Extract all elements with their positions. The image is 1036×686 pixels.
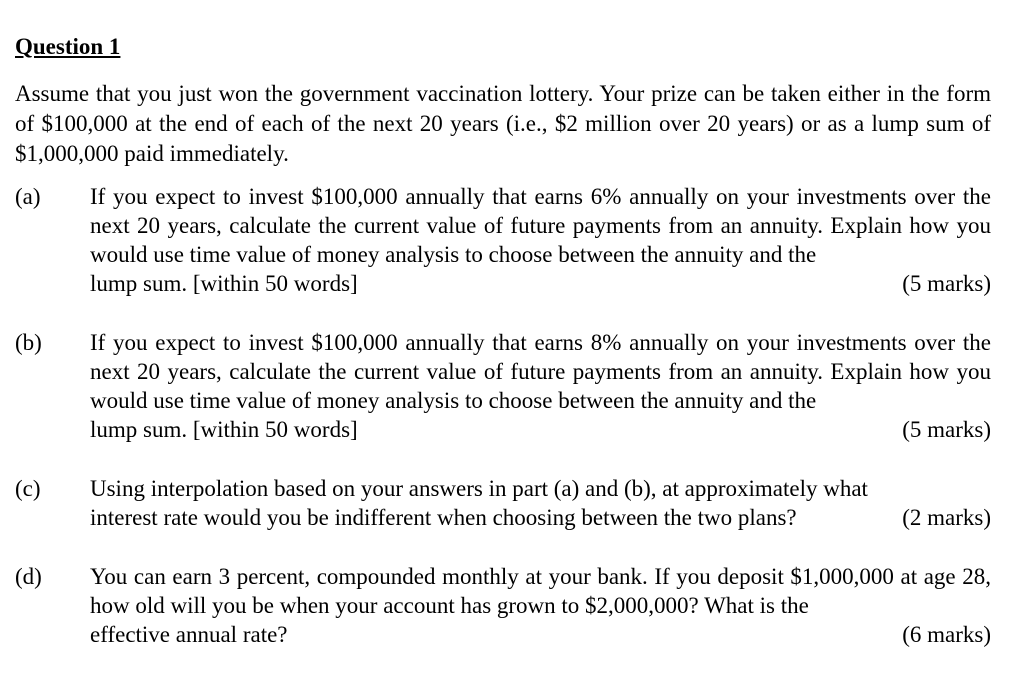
- part-d-label: (d): [15, 564, 42, 589]
- part-b-last-line: [90, 415, 991, 444]
- part-c-text: Using interpolation based on your answers in part (a) and (b), at approximately what: [90, 476, 868, 501]
- part-b-marks: (5 marks): [902, 417, 991, 442]
- part-a-last-text: lump sum. [within 50 words]: [90, 271, 358, 296]
- part-a-last-line: [90, 269, 991, 298]
- part-c-marks: (2 marks): [902, 505, 991, 530]
- part-c-last-text: interest rate would you be indifferent when choosing between the two plans?: [90, 505, 797, 530]
- part-a-text: If you expect to invest $100,000 annually that earns 6% annually on your investments over the next 20 years, calculate the current value of future payments from an annuity. Explain how you would use time value of money analysis to choose between the annuity and the: [90, 184, 991, 267]
- part-b-label: (b): [15, 330, 42, 355]
- question-document: [15, 32, 991, 649]
- part-d-last-line: [90, 620, 991, 649]
- part-d-body: [90, 562, 991, 649]
- part-c-body: [90, 474, 991, 532]
- part-a-marks: (5 marks): [902, 271, 991, 296]
- part-c-last-line: [90, 503, 991, 532]
- question-intro: Assume that you just won the government vaccination lottery. Your prize can be taken either in the form of $100,000 at the end of each of the next 20 years (i.e., $2 million over 20 years) or as a lump sum of $1,000,000 paid immediately.: [15, 81, 991, 166]
- part-a-label: (a): [15, 184, 41, 209]
- part-a-body: [90, 182, 991, 298]
- part-c: [15, 474, 991, 532]
- part-d-text: You can earn 3 percent, compounded monthly at your bank. If you deposit $1,000,000 at age 28, how old will you be when your account has grown to $2,000,000? What is the: [90, 564, 991, 618]
- part-b-last-text: lump sum. [within 50 words]: [90, 417, 358, 442]
- part-b-body: [90, 328, 991, 444]
- part-a: [15, 182, 991, 298]
- part-b: [15, 328, 991, 444]
- part-d-last-text: effective annual rate?: [90, 622, 288, 647]
- question-title: Question 1: [15, 34, 121, 59]
- part-d-marks: (6 marks): [902, 622, 991, 647]
- part-c-label: (c): [15, 476, 41, 501]
- part-b-text: If you expect to invest $100,000 annually that earns 8% annually on your investments over the next 20 years, calculate the current value of future payments from an annuity. Explain how you would use time value of money analysis to choose between the annuity and the: [90, 330, 991, 413]
- part-d: [15, 562, 991, 649]
